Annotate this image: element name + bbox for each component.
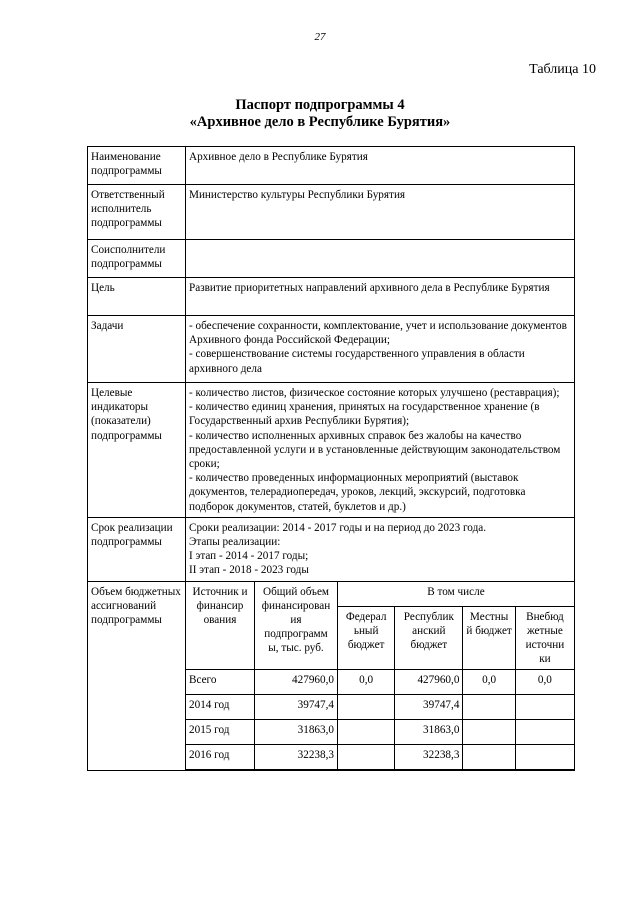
row-value [186, 240, 575, 278]
title-line-1: Паспорт подпрограммы 4 [235, 97, 405, 113]
cell-extra [515, 745, 574, 770]
cell-local [463, 695, 515, 720]
row-value: Сроки реализации: 2014 - 2017 годы и на период до 2023 года. Этапы реализации: I этап - 2014 - 2017 годы; II этап - 2018 - 2023 годы [186, 517, 575, 581]
table-row [186, 720, 574, 745]
cell-republic: 31863,0 [395, 720, 463, 745]
cell-extra [515, 720, 574, 745]
page-number: 27 [314, 31, 326, 43]
cell-source: 2016 год [186, 745, 255, 770]
cell-total: 32238,3 [255, 745, 338, 770]
cell-federal [338, 745, 395, 770]
cell-extra [515, 695, 574, 720]
cell-federal [338, 695, 395, 720]
table-row [186, 745, 574, 770]
row-value: Развитие приоритетных направлений архивного дела в Республике Бурятия [186, 278, 575, 316]
financing-header-row [186, 582, 574, 607]
table-label: Таблица 10 [529, 62, 596, 77]
row-label: Цель [88, 278, 186, 316]
cell-local [463, 720, 515, 745]
cell-source: 2014 год [186, 695, 255, 720]
header-including: В том числе [338, 582, 575, 607]
cell-extra: 0,0 [515, 670, 574, 695]
cell-total: 427960,0 [255, 670, 338, 695]
financing-cell [186, 581, 575, 771]
header-local: Местны й бюджет [463, 606, 515, 670]
row-label: Объем бюджетных ассигнований подпрограммы [88, 581, 186, 771]
cell-total: 39747,4 [255, 695, 338, 720]
table-row [88, 278, 575, 316]
cell-total: 31863,0 [255, 720, 338, 745]
row-value: - обеспечение сохранности, комплектование, учет и использование документов Архивного фонда Российской Федерации; - совершенствование системы государственного управления в области архивного дела [186, 316, 575, 383]
financing-table [186, 582, 574, 771]
header-total: Общий объем финансирован ия подпрограмм ы, тыс. руб. [255, 582, 338, 670]
table-row [88, 383, 575, 518]
row-label: Срок реализации подпрограммы [88, 517, 186, 581]
row-value: Министерство культуры Республики Бурятия [186, 185, 575, 240]
passport-table [87, 146, 575, 771]
header-republic: Республик анский бюджет [395, 606, 463, 670]
row-label: Задачи [88, 316, 186, 383]
page-title [0, 97, 640, 131]
header-extra: Внебюд жетные источни ки [515, 606, 574, 670]
row-value: - количество листов, физическое состояние которых улучшено (реставрация); - количество единиц хранения, принятых на государственное хранение (в Государственный архив Республики Бурятия); - количество исполненных архивных справок без жалобы на качество предоставленной услуги и в установленные действующим законодательством сроки; - количество проведенных информационных мероприятий (выставок документов, телерадиопередач, уроков, лекций, экскурсий, подготовка подборок документов, статей, буклетов и др.) [186, 383, 575, 518]
cell-republic: 427960,0 [395, 670, 463, 695]
cell-source: 2015 год [186, 720, 255, 745]
cell-source: Всего [186, 670, 255, 695]
cell-federal: 0,0 [338, 670, 395, 695]
row-label: Целевые индикаторы (показатели) подпрограммы [88, 383, 186, 518]
cell-local [463, 745, 515, 770]
row-label: Соисполнители подпрограммы [88, 240, 186, 278]
cell-local: 0,0 [463, 670, 515, 695]
title-line-2: «Архивное дело в Республике Бурятия» [189, 114, 451, 130]
table-row [186, 670, 574, 695]
table-row [88, 581, 575, 771]
row-value: Архивное дело в Республике Бурятия [186, 147, 575, 185]
cell-republic: 32238,3 [395, 745, 463, 770]
table-row [88, 316, 575, 383]
row-label: Наименование подпрограммы [88, 147, 186, 185]
cell-federal [338, 720, 395, 745]
table-row [186, 695, 574, 720]
table-row [88, 240, 575, 278]
row-label: Ответственный исполнитель подпрограммы [88, 185, 186, 240]
table-row [88, 517, 575, 581]
table-row [88, 185, 575, 240]
cell-republic: 39747,4 [395, 695, 463, 720]
header-source: Источник и финансир ования [186, 582, 255, 670]
table-row [88, 147, 575, 185]
header-federal: Федерал ьный бюджет [338, 606, 395, 670]
